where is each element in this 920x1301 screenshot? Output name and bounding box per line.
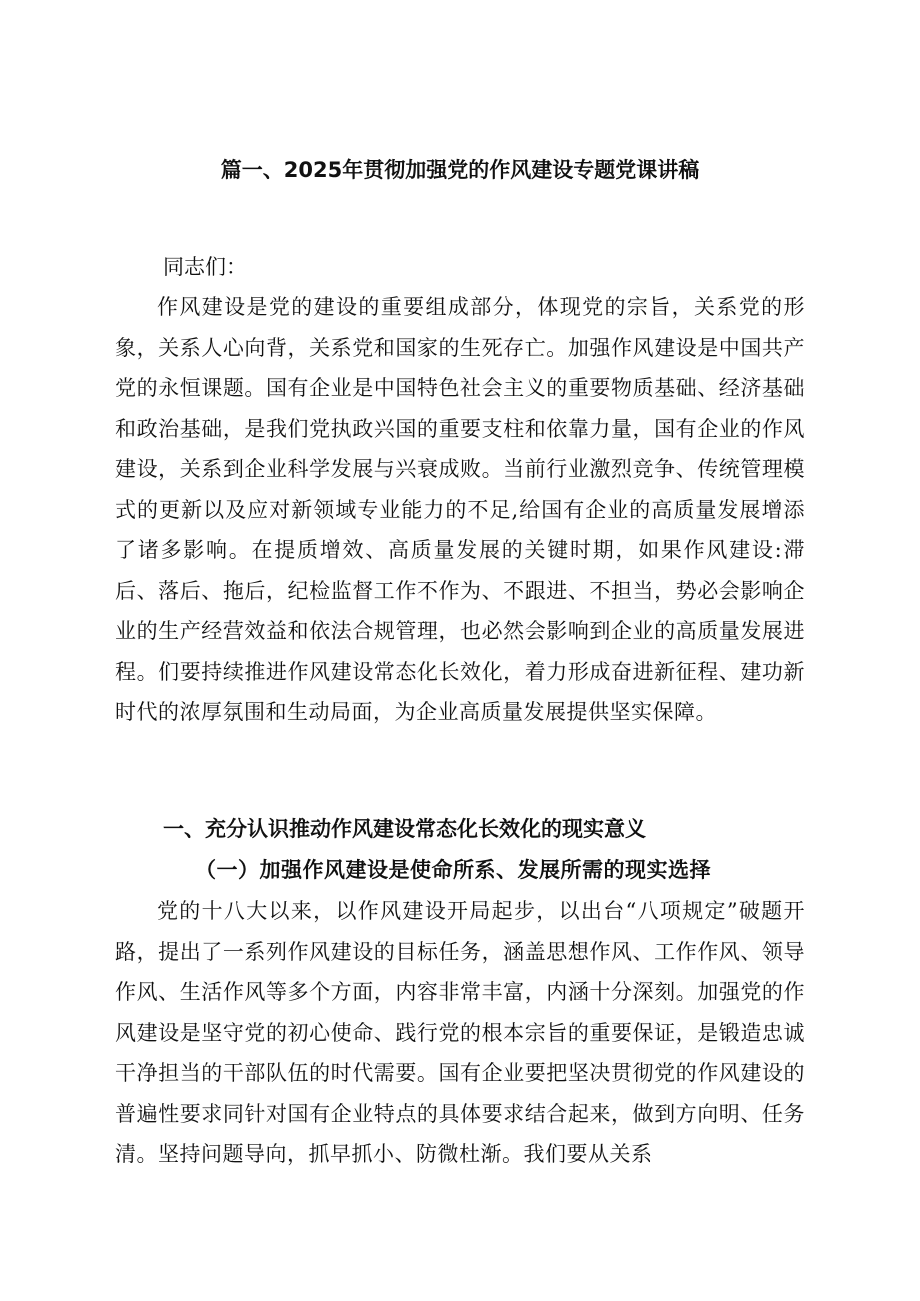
document-title: 篇一、2025年贯彻加强党的作风建设专题党课讲稿 xyxy=(220,158,700,182)
body-section-intro xyxy=(115,287,805,733)
body-section-1 xyxy=(115,891,805,1175)
section-heading-1: 一、充分认识推动作风建设常态化长效化的现实意义 xyxy=(163,817,646,841)
paragraph-section-1: 党的十八大以来，以作风建设开局起步，以出台“八项规定”破题开路，提出了一系列作风建设的目标任务，涵盖思想作风、工作作风、领导作风、生活作风等多个方面，内容非常丰富，内涵十分深刻。加强党的作风建设是坚守党的初心使命、践行党的根本宗旨的重要保证，是锻造忠诚干净担当的干部队伍的时代需要。国有企业要把坚决贯彻党的作风建设的普遍性要求同针对国有企业特点的具体要求结合起来，做到方向明、任务清。坚持问题导向，抓早抓小、防微杜渐。我们要从关系 xyxy=(115,899,805,1166)
subsection-heading-1: （一）加强作风建设是使命所系、发展所需的现实选择 xyxy=(195,857,711,882)
paragraph-intro: 作风建设是党的建设的重要组成部分，体现党的宗旨，关系党的形象，关系人心向背，关系党和国家的生死存亡。加强作风建设是中国共产党的永恒课题。国有企业是中国特色社会主义的重要物质基础、经济基础和政治基础，是我们党执政兴国的重要支柱和依靠力量，国有企业的作风建设，关系到企业科学发展与兴衰成败。当前行业激烈竞争、传统管理模式的更新以及应对新领域专业能力的不足,给国有企业的高质量发展增添了诸多影响。在提质增效、高质量发展的关键时期，如果作风建设:滞后、落后、拖后，纪检监督工作不作为、不跟进、不担当，势必会影响企业的生产经营效益和依法合规管理，也必然会影响到企业的高质量发展进程。们要持续推进作风建设常态化长效化，着力形成奋进新征程、建功新时代的浓厚氛围和生动局面，为企业高质量发展提供坚实保障。 xyxy=(115,295,805,724)
salutation: 同志们： xyxy=(163,255,247,279)
